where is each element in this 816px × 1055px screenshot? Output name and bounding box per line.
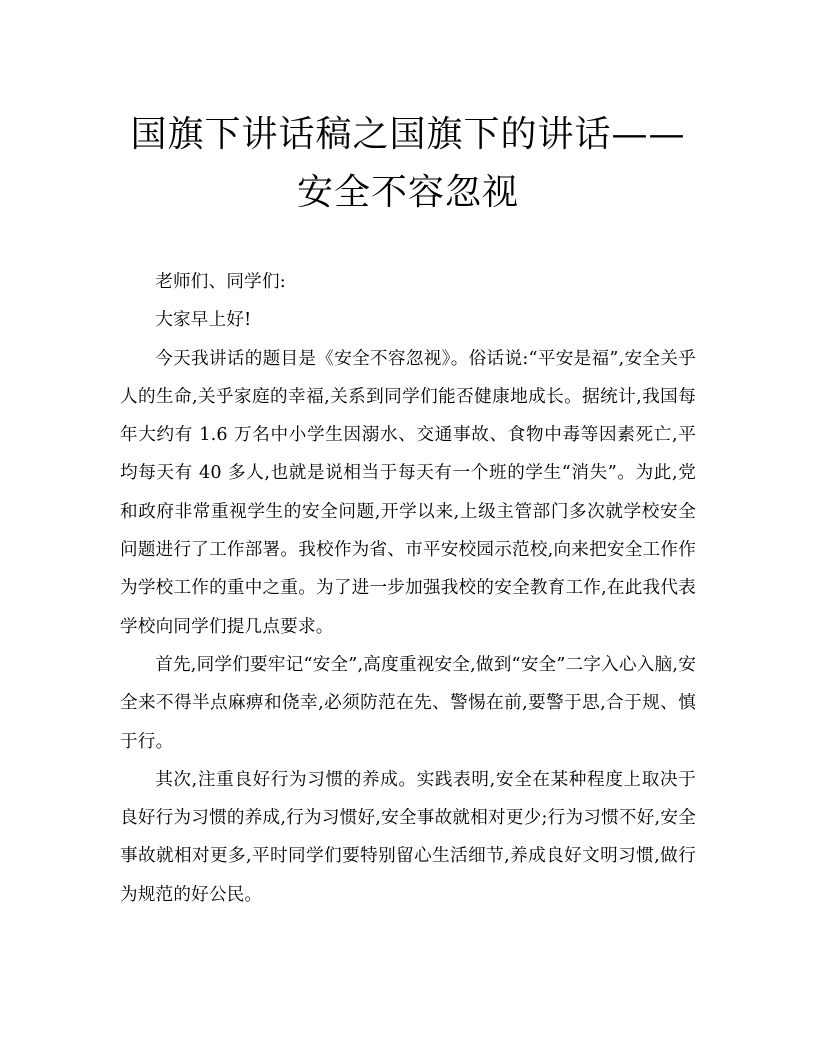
paragraph-second-point: 其次,注重良好行为习惯的养成。实践表明,安全在某种程度上取决于良好行为习惯的养成,行为习惯好,安全事故就相对更少;行为习惯不好,安全事故就相对更多,平时同学们要特别留心生活细节,养成良好文明习惯,做行为规范的好公民。 xyxy=(120,769,696,905)
paragraph-intro: 今天我讲话的题目是《安全不容忽视》。俗话说:“平安是福”,安全关乎人的生命,关乎家庭的幸福,关系到同学们能否健康地成长。据统计,我国每年大约有 1.6 万名中小学生因溺水、交通事故、食物中毒等因素死亡,平均每天有 40 多人,也就是说相当于每天有一个班的学生“消失”。为此,党和政府非常重视学生的安全问题,开学以来,上级主管部门多次就学校安全问题进行了工作部署。我校作为省、市平安校园示范校,向来把安全工作作为学校工作的重中之重。为了进一步加强我校的安全教育工作,在此我代表学校向同学们提几点要求。 xyxy=(120,348,696,637)
paragraph-first-point: 首先,同学们要牢记“安全”,高度重视安全,做到“安全”二字入心入脑,安全来不得半点麻痹和侥幸,必须防范在先、警惕在前,要警于思,合于规、慎于行。 xyxy=(120,654,696,752)
salutation: 老师们、同学们: xyxy=(155,272,286,292)
document-body xyxy=(120,263,696,914)
greeting: 大家早上好! xyxy=(155,310,252,331)
document-title: 国旗下讲话稿之国旗下的讲话——安全不容忽视 xyxy=(130,114,686,213)
